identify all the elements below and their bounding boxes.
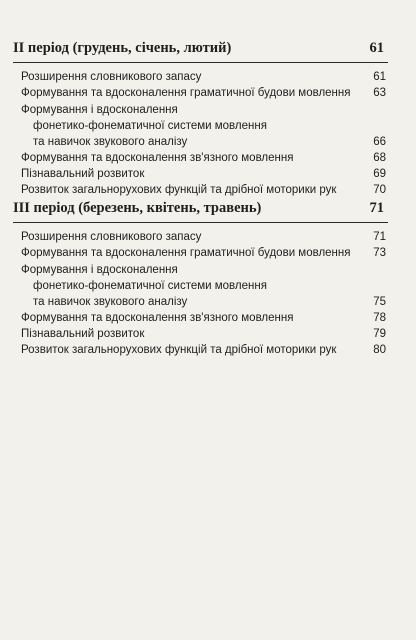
toc-section-period-2 (13, 40, 388, 198)
entry-page-number: 63 (373, 87, 386, 99)
entry-page-number: 79 (373, 328, 386, 340)
entry-title-line-3: та навичок звукового аналізу (33, 296, 188, 308)
entry-title: Розвиток загальнорухових функцій та дрібної моторики рук (21, 344, 337, 356)
toc-entry (13, 69, 388, 85)
toc-entry (13, 326, 388, 342)
entry-page-number: 75 (373, 296, 386, 308)
section-heading (13, 200, 388, 223)
section-heading (13, 40, 388, 63)
entry-page-number: 61 (373, 71, 386, 83)
entry-title: Формування та вдосконалення граматичної будови мовлення (21, 247, 351, 259)
section-title: ІІ період (грудень, січень, лютий) (13, 40, 232, 56)
toc-entry (13, 262, 388, 310)
entry-page-number: 73 (373, 247, 386, 259)
entry-page-number: 78 (373, 312, 386, 324)
entry-page-number: 68 (373, 152, 386, 164)
entry-title-line-1: Формування і вдосконалення (21, 104, 178, 116)
toc-entry (13, 150, 388, 166)
toc-section-period-3 (13, 200, 388, 358)
entry-title: Формування та вдосконалення граматичної будови мовлення (21, 87, 351, 99)
toc-entry (13, 342, 388, 358)
entry-page-number: 71 (373, 231, 386, 243)
entry-page-number: 80 (373, 344, 386, 356)
entry-page-number: 66 (373, 136, 386, 148)
section-page-number: 71 (369, 200, 384, 216)
entry-title-line-3: та навичок звукового аналізу (33, 136, 188, 148)
entry-title: Розширення словникового запасу (21, 231, 202, 243)
entry-page-number: 69 (373, 168, 386, 180)
toc-entry (13, 85, 388, 101)
section-title: ІІІ період (березень, квітень, травень) (13, 200, 262, 216)
entry-title: Формування та вдосконалення зв'язного мовлення (21, 152, 294, 164)
entry-title-line-1: Формування і вдосконалення (21, 264, 178, 276)
entry-title: Пізнавальний розвиток (21, 328, 145, 340)
toc-entry (13, 245, 388, 261)
entry-page-number: 70 (373, 184, 386, 196)
toc-entry (13, 310, 388, 326)
toc-entry (13, 166, 388, 182)
entry-title-line-2: фонетико-фонематичної системи мовлення (33, 280, 267, 292)
entry-title: Формування та вдосконалення зв'язного мовлення (21, 312, 294, 324)
toc-entry (13, 102, 388, 150)
entry-title: Розвиток загальнорухових функцій та дрібної моторики рук (21, 184, 337, 196)
entry-title-line-2: фонетико-фонематичної системи мовлення (33, 120, 267, 132)
entry-title: Пізнавальний розвиток (21, 168, 145, 180)
toc-entry (13, 229, 388, 245)
entry-title: Розширення словникового запасу (21, 71, 202, 83)
toc-entry (13, 182, 388, 198)
section-page-number: 61 (369, 40, 384, 56)
